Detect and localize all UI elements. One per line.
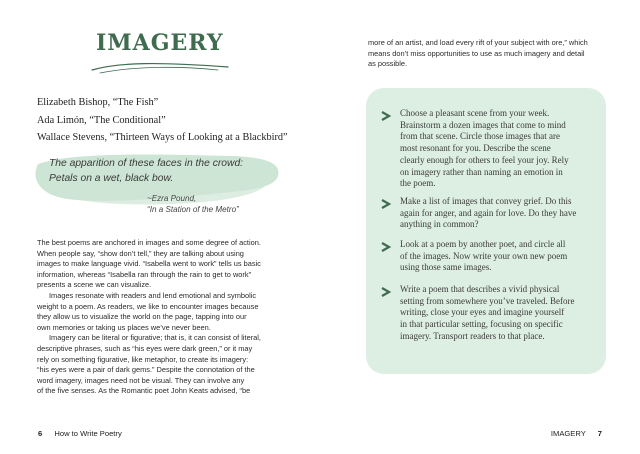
continued-text (368, 38, 608, 70)
body-line: descriptive phrases, such as “his eyes were dark green,” or it may (37, 343, 253, 353)
reference-list (37, 94, 288, 147)
writing-prompt (400, 196, 596, 231)
body-line: The best poems are anchored in images and some degree of action. (37, 238, 261, 247)
prompt-line: again for anger, and again for love. Do they have (400, 207, 577, 218)
body-line: When people say, “show don’t tell,” they are talking about using (37, 248, 244, 258)
reference-item: Wallace Stevens, “Thirteen Ways of Looking at a Blackbird” (37, 132, 288, 143)
body-text (37, 238, 275, 397)
body-line: presents a scene we can visualize. (37, 280, 152, 290)
right-footer (551, 429, 602, 438)
chevron-right-icon (380, 198, 392, 210)
prompt-line: in that particular setting, focusing on specific (400, 319, 563, 330)
chapter-title: IMAGERY (96, 30, 224, 56)
writing-prompt (400, 239, 596, 274)
prompt-line: setting from somewhere you’ve traveled. Before (400, 295, 575, 306)
chevron-right-icon (380, 286, 392, 298)
prompt-line: clearly enough for others to feel your joy. Rely (400, 154, 569, 165)
chevron-right-icon (380, 241, 392, 253)
body-line: rely on something figurative, like metaphor, to create its imagery: (37, 354, 249, 364)
reference-item: Ada Limón, “The Conditional” (37, 114, 166, 126)
body-line: more of an artist, and load every rift of your subject with ore,” which (368, 38, 588, 47)
running-title: How to Write Poetry (54, 429, 122, 438)
quote-line: The apparition of these faces in the crowd: (49, 158, 244, 169)
prompt-line: from that scene. Circle those images that are (400, 131, 560, 142)
writing-prompts-card (366, 88, 606, 374)
title-swash-ornament (90, 60, 230, 76)
prompt-line: using those same images. (400, 262, 492, 273)
body-line: they allow us to visualize the world on the page, tapping into our (37, 312, 247, 322)
writing-prompt (400, 108, 596, 190)
body-line: weight to a poem. As readers, we like to encounter images because (37, 301, 259, 311)
page-number: 7 (597, 429, 602, 438)
prompt-line: Make a list of images that convey grief. Do this (400, 196, 572, 206)
prompt-line: anything in common? (400, 219, 479, 230)
prompt-line: most resonant for you. Describe the scene (400, 143, 551, 154)
body-line: as possible. (368, 59, 408, 69)
prompt-line: writing, close your eyes and imagine yourself (400, 307, 565, 318)
quote-line: Petals on a wet, black bow. (49, 173, 174, 184)
body-line: images to make language vivid. “Isabella went to work” tells us basic (37, 259, 261, 269)
body-line: Images resonate with readers and lend emotional and symbolic (49, 290, 257, 300)
body-line: own memories or taking us places we’ve never been. (37, 322, 211, 332)
epigraph-quote (32, 148, 284, 220)
prompt-line: imagery. Transport readers to that place. (400, 330, 545, 341)
prompt-line: Look at a poem by another poet, and circle all (400, 239, 566, 249)
reference-item: Elizabeth Bishop, “The Fish” (37, 97, 159, 108)
prompt-line: Write a poem that describes a vivid physical (400, 284, 560, 294)
prompt-line: on imagery rather than naming an emotion in (400, 166, 563, 177)
quote-source: “In a Station of the Metro” (147, 205, 239, 214)
body-line: of the five senses. As the Romantic poet John Keats advised, “be (37, 386, 251, 396)
chapter-heading (96, 30, 226, 56)
prompt-line: Brainstorm a dozen images that come to mind (400, 119, 566, 130)
page-number: 6 (38, 429, 43, 438)
body-line: “his eyes were a pair of dark gems.” Despite the connotation of the (37, 365, 255, 375)
left-footer (38, 429, 122, 438)
prompt-line: of the images. Now write your own new poem (400, 250, 568, 261)
body-line: Imagery can be literal or figurative; that is, it can consist of literal, (49, 333, 261, 343)
prompt-line: Choose a pleasant scene from your week. (400, 108, 550, 118)
writing-prompt (400, 284, 596, 343)
running-section: IMAGERY (550, 429, 586, 438)
body-line: word imagery, images need not be visual. They can involve any (37, 375, 245, 385)
right-page (320, 0, 640, 454)
body-line: information, whereas “Isabella ran through the rain to get to work” (37, 269, 252, 279)
chevron-right-icon (380, 110, 392, 122)
prompt-line: the poem. (400, 178, 436, 189)
body-line: means don’t miss opportunities to use as much imagery and detail (368, 48, 585, 58)
quote-attribution: ~Ezra Pound, (147, 194, 197, 203)
